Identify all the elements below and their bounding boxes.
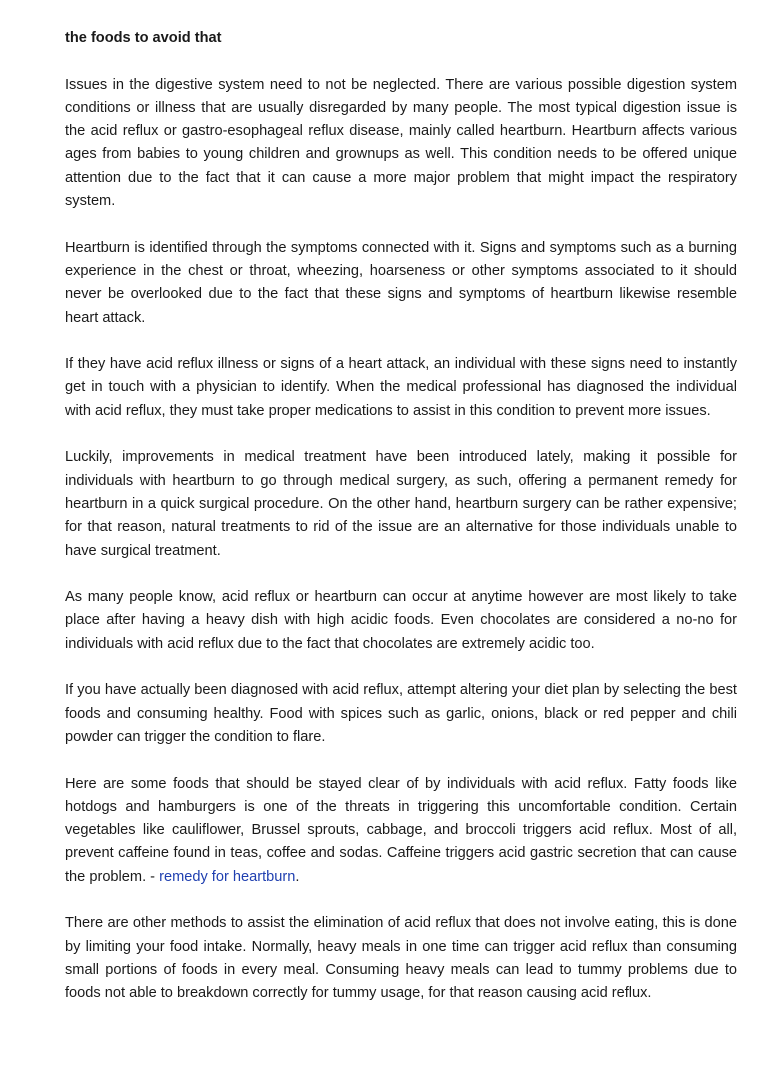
paragraph-food-intake: There are other methods to assist the elimination of acid reflux that does not involve eating, this is done by limiting your food intake. Normally, heavy meals in one time can trigger acid reflux than consuming small portions of foods in every meal. Consuming heavy meals can lead to tummy problems due to foods not able to breakdown correctly for tummy usage, for that reason causing acid reflux. [65,915,737,1002]
paragraph-physician: If they have acid reflux illness or signs of a heart attack, an individual with these signs need to instantly get in touch with a physician to identify. When the medical professional has diagnosed the individual with acid reflux, they must take proper medications to assist in this condition to prevent more issues. [65,356,737,419]
paragraph-medical-treatment: Luckily, improvements in medical treatment have been introduced lately, making it possible for individuals with heartburn to go through medical surgery, as such, offering a permanent remedy for heartburn in a quick surgical procedure. On the other hand, heartburn surgery can be rather expensive; for that reason, natural treatments to rid of the issue are an alternative for those individuals unable to have surgical treatment. [65,449,737,559]
paragraph-acidic-foods: As many people know, acid reflux or heartburn can occur at anytime however are most likely to take place after having a heavy dish with high acidic foods. Even chocolates are considered a no-no for individuals with acid reflux due to the fact that chocolates are extremely acidic too. [65,589,737,652]
foods-paragraph-text: Here are some foods that should be stayed clear of by individuals with acid reflux. Fatty foods like hotdogs and hamburgers is one of the threats in triggering this uncomfortable condition. Certain vegetables like cauliflower, Brussel sprouts, cabbage, and broccoli triggers acid reflux. Most of all, prevent caffeine found in teas, coffee and sodas. Caffeine triggers acid gastric secretion that can cause the problem. - [65,775,737,885]
document-page [65,27,737,1029]
paragraph-digestive-issues: Issues in the digestive system need to not be neglected. There are various possible digestion system conditions or illness that are usually disregarded by many people. The most typical digestion issue is the acid reflux or gastro-esophageal reflux disease, mainly called heartburn. Heartburn affects various ages from babies to young children and grownups as well. This condition needs to be offered unique attention due to the fact that it can cause a more major problem that might impact the respiratory system. [65,76,737,210]
paragraph-diet-plan: If you have actually been diagnosed with acid reflux, attempt altering your diet plan by selecting the best foods and consuming healthy. Food with spices such as garlic, onions, black or red pepper and chili powder can trigger the condition to flare. [65,682,737,745]
remedy-for-heartburn-link[interactable]: remedy for heartburn [159,868,296,885]
foods-paragraph-suffix: . [295,868,300,885]
paragraph-heartburn-symptoms: Heartburn is identified through the symptoms connected with it. Signs and symptoms such as a burning experience in the chest or throat, wheezing, hoarseness or other symptoms associated to it should never be overlooked due to the fact that these signs and symptoms of heartburn likewise resemble heart attack. [65,239,737,326]
paragraph-foods-to-avoid [65,773,737,889]
document-title: the foods to avoid that [65,30,222,46]
